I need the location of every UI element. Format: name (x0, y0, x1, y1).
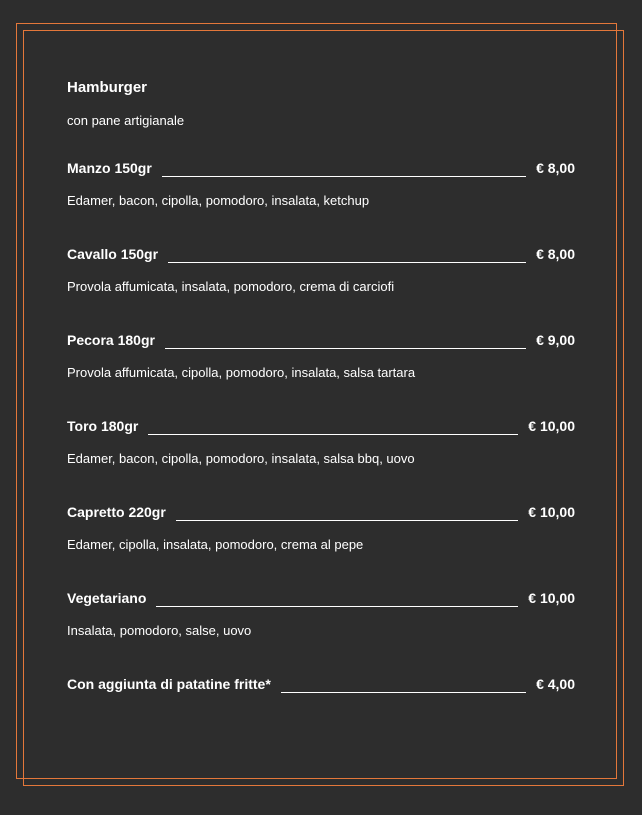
menu-item-capretto (67, 502, 575, 554)
item-price: € 10,00 (528, 590, 575, 606)
item-description: Edamer, bacon, cipolla, pomodoro, insalata, ketchup (67, 193, 370, 208)
item-price: € 8,00 (536, 160, 575, 176)
menu-item-pecora (67, 330, 575, 382)
item-name: Manzo 150gr (67, 160, 152, 176)
menu-item-patatine (67, 674, 575, 694)
item-name: Pecora 180gr (67, 332, 155, 348)
item-name: Toro 180gr (67, 418, 139, 434)
item-description: Insalata, pomodoro, salse, uovo (67, 623, 252, 638)
item-price: € 9,00 (536, 332, 575, 348)
menu-title: Hamburger (67, 79, 148, 96)
item-name: Con aggiunta di patatine fritte* (67, 676, 271, 692)
leader-line (162, 176, 526, 177)
item-price: € 10,00 (528, 418, 575, 434)
menu-item-toro (67, 416, 575, 468)
item-name: Capretto 220gr (67, 504, 166, 520)
item-description: Provola affumicata, cipolla, pomodoro, insalata, salsa tartara (67, 365, 416, 380)
menu-subtitle: con pane artigianale (67, 113, 185, 128)
item-price: € 10,00 (528, 504, 575, 520)
item-name: Vegetariano (67, 590, 147, 606)
item-price: € 8,00 (536, 246, 575, 262)
menu-item-cavallo (67, 244, 575, 296)
item-description: Edamer, bacon, cipolla, pomodoro, insalata, salsa bbq, uovo (67, 451, 415, 466)
item-name: Cavallo 150gr (67, 246, 159, 262)
item-price: € 4,00 (536, 676, 575, 692)
menu-section (67, 78, 575, 694)
menu-item-manzo (67, 158, 575, 210)
leader-line (176, 520, 518, 521)
menu-item-vegetariano (67, 588, 575, 640)
leader-line (165, 348, 526, 349)
item-description: Provola affumicata, insalata, pomodoro, crema di carciofi (67, 279, 395, 294)
leader-line (156, 606, 518, 607)
leader-line (148, 434, 518, 435)
leader-line (168, 262, 526, 263)
item-description: Edamer, cipolla, insalata, pomodoro, crema al pepe (67, 537, 364, 552)
leader-line (281, 692, 526, 693)
